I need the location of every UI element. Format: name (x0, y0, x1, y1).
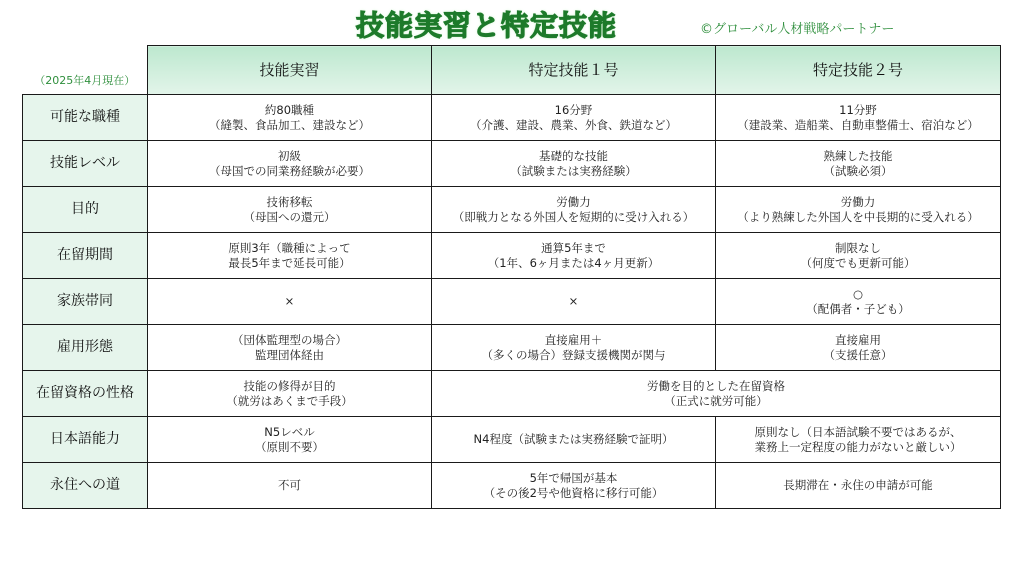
table-cell (432, 371, 1001, 417)
cell-text-line: 熟練した技能 (823, 148, 893, 163)
table-cell (716, 187, 1001, 233)
cell-text-line: （建設業、造船業、自動車整備士、宿泊など） (737, 117, 979, 132)
table-row (23, 233, 1001, 279)
cell-text-line: （その後2号や他資格に移行可能） (483, 485, 664, 500)
table-cell (148, 95, 432, 141)
cell-text-line: 直接雇用＋ (544, 332, 603, 347)
column-header-tokutei-2: 特定技能２号 (716, 46, 1001, 95)
row-header: 家族帯同 (23, 279, 148, 325)
cell-text-line: （縫製、食品加工、建設など） (209, 117, 370, 132)
comparison-table (22, 45, 1001, 509)
table-row (23, 187, 1001, 233)
table-row (23, 325, 1001, 371)
cell-text-line: 直接雇用 (835, 332, 881, 347)
copyright-notice: ©グローバル人材戦略パートナー (700, 22, 895, 37)
table-row (23, 417, 1001, 463)
table-cell (432, 141, 716, 187)
column-header-tokutei-1: 特定技能１号 (432, 46, 716, 95)
cell-text-line: 基礎的な技能 (539, 148, 608, 163)
cell-text-line: 原則3年（職種によって (228, 240, 351, 255)
cell-text-line: × (568, 294, 579, 308)
table-cell (148, 417, 432, 463)
cell-text-line: （即戦力となる外国人を短期的に受け入れる） (452, 209, 695, 224)
cell-text-line: ○ (852, 286, 864, 301)
table-cell (432, 187, 716, 233)
table-body (23, 95, 1001, 509)
cell-text-line: （支援任意） (823, 347, 893, 362)
row-header: 技能レベル (23, 141, 148, 187)
table-cell (716, 141, 1001, 187)
cell-text-line: 通算5年まで (541, 240, 606, 255)
table-row (23, 279, 1001, 325)
table-cell (432, 325, 716, 371)
cell-text-line: 長期滞在・永住の申請が可能 (783, 478, 933, 492)
cell-text-line: 約80職種 (264, 102, 315, 117)
table-cell (148, 141, 432, 187)
cell-text-line: 原則なし（日本語試験不要ではあるが、 (754, 424, 962, 439)
cell-text-line: 労働を目的とした在留資格 (647, 378, 785, 393)
row-header: 永住への道 (23, 463, 148, 509)
row-header: 雇用形態 (23, 325, 148, 371)
cell-text-line: （母国への還元） (243, 209, 336, 224)
table-cell (148, 463, 432, 509)
table-cell (716, 95, 1001, 141)
table-row (23, 141, 1001, 187)
cell-text-line: （介護、建設、農業、外食、鉄道など） (470, 117, 677, 132)
row-header: 日本語能力 (23, 417, 148, 463)
cell-text-line: 技能の修得が目的 (243, 378, 336, 393)
table-cell (432, 463, 716, 509)
cell-text-line: 11分野 (839, 102, 877, 117)
cell-text-line: 最長5年まで延長可能） (228, 255, 351, 270)
cell-text-line: （1年、6ヶ月または4ヶ月更新） (487, 255, 660, 270)
row-header: 在留資格の性格 (23, 371, 148, 417)
table-cell (148, 371, 432, 417)
table-row (23, 371, 1001, 417)
cell-text-line: 16分野 (554, 102, 593, 117)
table-cell (148, 187, 432, 233)
table-cell (432, 95, 716, 141)
cell-text-line: 不可 (278, 478, 301, 492)
cell-text-line: （団体監理型の場合） (232, 332, 347, 347)
column-header-ginou-jisshu: 技能実習 (148, 46, 432, 95)
cell-text-line: （正式に就労可能） (664, 393, 768, 408)
cell-text-line: （試験または実務経験） (510, 163, 637, 178)
cell-text-line: 制限なし (835, 240, 881, 255)
cell-text-line: 労働力 (556, 194, 591, 209)
table-cell (432, 279, 716, 325)
table-cell (716, 463, 1001, 509)
cell-text-line: （配偶者・子ども） (806, 301, 910, 316)
table-cell (716, 233, 1001, 279)
page-title: 技能実習と特定技能 (356, 9, 618, 42)
cell-text-line: （母国での同業務経験が必要） (209, 163, 370, 178)
table-cell (716, 325, 1001, 371)
table-row (23, 95, 1001, 141)
cell-text-line: （原則不要） (255, 439, 324, 454)
cell-text-line: 監理団体経由 (255, 347, 324, 362)
cell-text-line: 5年で帰国が基本 (529, 470, 618, 485)
table-cell (148, 325, 432, 371)
cell-text-line: 労働力 (840, 194, 876, 209)
row-header: 目的 (23, 187, 148, 233)
cell-text-line: × (284, 294, 295, 308)
cell-text-line: （試験必須） (823, 163, 893, 178)
cell-text-line: （就労はあくまで手段） (226, 393, 353, 408)
table-cell (432, 417, 716, 463)
cell-text-line: （何度でも更新可能） (800, 255, 916, 270)
cell-text-line: N5レベル (264, 424, 315, 439)
row-header: 在留期間 (23, 233, 148, 279)
row-header: 可能な職種 (23, 95, 148, 141)
table-cell (148, 233, 432, 279)
table-cell (716, 417, 1001, 463)
cell-text-line: 技術移転 (266, 194, 313, 209)
cell-text-line: （多くの場合）登録支援機関が関与 (481, 347, 666, 362)
cell-text-line: 初級 (278, 148, 301, 163)
table-cell (432, 233, 716, 279)
cell-text-line: 業務上一定程度の能力がないと厳しい） (754, 439, 962, 454)
table-cell (716, 279, 1001, 325)
table-row (23, 463, 1001, 509)
cell-text-line: N4程度（試験または実務経験で証明） (473, 432, 674, 446)
date-note: （2025年4月現在） (23, 46, 148, 95)
cell-text-line: （より熟練した外国人を中長期的に受入れる） (737, 209, 979, 224)
table-cell (148, 279, 432, 325)
